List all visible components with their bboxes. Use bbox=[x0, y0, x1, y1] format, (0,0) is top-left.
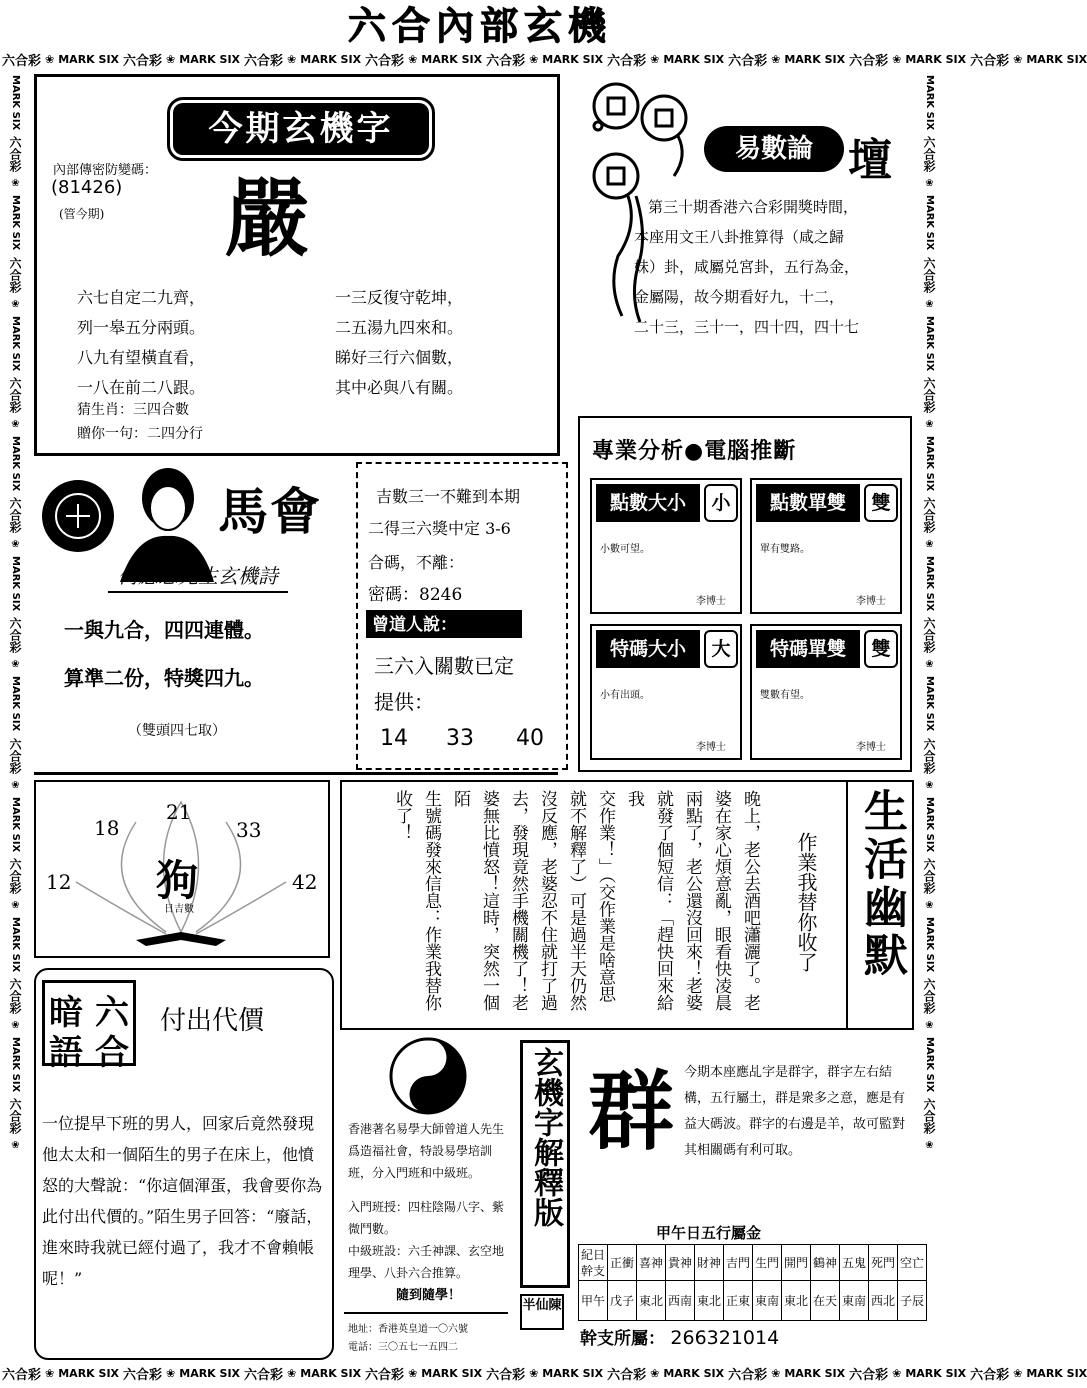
flower-icon: ❀ bbox=[924, 418, 935, 430]
humor-title bbox=[846, 782, 914, 1028]
wuxing-header-cell: 喜神 bbox=[637, 1245, 666, 1281]
secret-code: (81426) bbox=[51, 177, 123, 198]
brand-text: MARK SIX bbox=[924, 916, 935, 973]
master-phone: 電話：三〇五七一五四二 bbox=[348, 1342, 458, 1353]
dog-character: 狗 bbox=[156, 856, 199, 905]
flower-icon: ❀ bbox=[166, 52, 176, 66]
poem-right bbox=[335, 283, 463, 403]
humor-column: 婆無比憤怒！這時，突然一個陌 bbox=[450, 790, 499, 1011]
brand-text: MARK SIX bbox=[924, 676, 935, 732]
flower-icon: ❀ bbox=[924, 659, 935, 671]
flower-icon: ❀ bbox=[924, 539, 935, 551]
flower-icon: ❀ bbox=[924, 899, 935, 911]
brand-logo: 六合彩 bbox=[8, 737, 22, 774]
yishu-badge-text: 易數論 bbox=[734, 134, 813, 164]
brand-logo: 六合彩 bbox=[123, 1367, 163, 1383]
brand-text: MARK SIX bbox=[784, 52, 846, 66]
flower-icon: ❀ bbox=[892, 52, 902, 66]
brand-text: MARK SIX bbox=[1026, 52, 1087, 66]
wuxing-value-cell: 甲午 bbox=[579, 1281, 608, 1321]
card-desc: 雙數有望。 bbox=[760, 690, 810, 701]
anyu-tag-char: 暗 bbox=[49, 993, 83, 1033]
humor-column: 就發了個短信：「趕快回來給我 bbox=[624, 790, 673, 1011]
flower-icon: ❀ bbox=[650, 52, 660, 66]
analysis-card bbox=[590, 478, 742, 614]
flower-icon: ❀ bbox=[924, 1020, 935, 1032]
brand-logo: 六合彩 bbox=[728, 53, 768, 69]
card-desc: 單有雙路。 bbox=[760, 544, 810, 555]
wuxing-table-wrap bbox=[578, 1244, 927, 1321]
code-note: (管今期) bbox=[59, 207, 105, 221]
wuxing-value-cell: 東北 bbox=[637, 1281, 666, 1321]
dog-caption: 日吉數 bbox=[164, 904, 194, 915]
yishu-line: 本座用文王八卦推算得（咸之歸 bbox=[634, 228, 845, 246]
brand-text: MARK SIX bbox=[905, 52, 967, 66]
brand-logo: 六合彩 bbox=[970, 1367, 1010, 1383]
analysis-panel bbox=[578, 416, 912, 772]
jishu-panel bbox=[356, 462, 568, 770]
card-value: 小 bbox=[704, 484, 738, 522]
brand-text: MARK SIX bbox=[924, 195, 935, 251]
brand-logo: 六合彩 bbox=[922, 256, 936, 293]
wuxing-header-cell: 生門 bbox=[753, 1245, 782, 1281]
poem-line: 睇好三行六個數， bbox=[335, 348, 464, 367]
humor-column: 晚上，老公去酒吧瀟灑了。老 bbox=[740, 790, 760, 1011]
poem-line: 六七自定二九齊， bbox=[77, 288, 206, 307]
yishu-line: 妹）卦，咸屬兑宮卦，五行為金， bbox=[634, 258, 860, 276]
brand-logo: 六合彩 bbox=[728, 1367, 768, 1383]
brand-logo: 六合彩 bbox=[922, 617, 936, 654]
analysis-card bbox=[750, 624, 902, 760]
card-sign: 李博士 bbox=[856, 596, 886, 607]
brand-text: MARK SIX bbox=[924, 315, 935, 371]
poem-line: 其中必與八有關。 bbox=[335, 378, 464, 397]
jishu-highlight: 曾道人說： bbox=[366, 610, 522, 638]
brand-text: MARK SIX bbox=[10, 315, 21, 371]
wuxing-value-cell: 東北 bbox=[782, 1281, 811, 1321]
analysis-title: 專業分析●電腦推斷 bbox=[592, 439, 797, 464]
brand-logo: 六合彩 bbox=[2, 53, 42, 69]
brand-text: MARK SIX bbox=[924, 435, 935, 492]
wuxing-value-cell: 西北 bbox=[869, 1281, 898, 1321]
anyu-tag bbox=[42, 980, 136, 1073]
flower-icon: ❀ bbox=[45, 52, 55, 66]
brand-text: MARK SIX bbox=[421, 52, 483, 66]
card-desc: 小有出頭。 bbox=[600, 690, 650, 701]
brand-text: MARK SIX bbox=[663, 1366, 725, 1380]
brand-text: MARK SIX bbox=[10, 676, 21, 732]
brand-logo: 六合彩 bbox=[244, 53, 284, 69]
card-label: 特碼大小 bbox=[596, 630, 700, 668]
brand-logo: 六合彩 bbox=[8, 136, 22, 173]
humor-column: 沒反應，老婆忍不住就打了過 bbox=[537, 790, 557, 1011]
brand-text: MARK SIX bbox=[179, 52, 241, 66]
wuxing-header-cell: 死門 bbox=[869, 1245, 898, 1281]
flower-icon: ❀ bbox=[771, 52, 781, 66]
dog-number: 42 bbox=[292, 870, 318, 894]
card-label: 特碼單雙 bbox=[756, 630, 860, 668]
master-section bbox=[340, 1036, 510, 1360]
wuxing-header-cell: 正衝 bbox=[608, 1245, 637, 1281]
wuxing-header-cell bbox=[579, 1245, 608, 1281]
poem-left bbox=[77, 283, 205, 403]
brand-logo: 六合彩 bbox=[607, 53, 647, 69]
wuxing-value-cell: 子辰 bbox=[898, 1281, 927, 1321]
jiezi-stamp bbox=[520, 1294, 564, 1330]
brand-logo: 六合彩 bbox=[244, 1367, 284, 1383]
flower-icon: ❀ bbox=[287, 52, 297, 66]
taiji-icon bbox=[388, 1036, 468, 1116]
wuxing-header-cell: 五鬼 bbox=[840, 1245, 869, 1281]
brand-logo: 六合彩 bbox=[8, 978, 22, 1015]
analysis-card bbox=[750, 478, 902, 614]
master-address: 地址：香港英皇道一〇六號 bbox=[348, 1324, 468, 1335]
dog-number: 12 bbox=[46, 870, 72, 894]
yishu-section bbox=[578, 76, 914, 416]
brand-logo: 六合彩 bbox=[970, 53, 1010, 69]
flower-icon: ❀ bbox=[650, 1366, 660, 1380]
anyu-tag-char: 六 bbox=[95, 993, 129, 1033]
wuxing-header-cell: 吉門 bbox=[724, 1245, 753, 1281]
anyu-tag-char: 語 bbox=[49, 1033, 83, 1073]
brand-logo: 六合彩 bbox=[849, 53, 889, 69]
mahui-note: （雙頭四七取） bbox=[128, 723, 226, 739]
card-label: 點數單雙 bbox=[756, 484, 860, 522]
xuanji-character: 嚴 bbox=[225, 169, 310, 268]
card-label: 點數大小 bbox=[596, 484, 700, 522]
xuanji-header: 今期玄機字 bbox=[173, 103, 429, 155]
brand-logo: 六合彩 bbox=[8, 256, 22, 293]
flower-icon: ❀ bbox=[10, 779, 21, 791]
brand-text: MARK SIX bbox=[924, 75, 935, 131]
wuxing-value-cell: 在天 bbox=[811, 1281, 840, 1321]
flower-icon: ❀ bbox=[1013, 52, 1023, 66]
wuxing-header-cell: 開門 bbox=[782, 1245, 811, 1281]
humor-panel bbox=[340, 780, 914, 1030]
flower-icon: ❀ bbox=[892, 1366, 902, 1380]
card-value: 大 bbox=[704, 630, 738, 668]
zodiac-hint: 猜生肖：三四合數 bbox=[77, 402, 189, 418]
brand-logo: 六合彩 bbox=[922, 376, 936, 413]
card-desc: 小數可望。 bbox=[600, 544, 650, 555]
brand-logo: 六合彩 bbox=[922, 1098, 936, 1135]
jishu-line1: 吉數三一不難到本期 bbox=[376, 487, 521, 506]
brand-text: MARK SIX bbox=[58, 1366, 120, 1380]
left-brand-strip bbox=[4, 72, 24, 1360]
jishu-line3: 合碼，不離： bbox=[368, 553, 465, 572]
jishu-number: 40 bbox=[516, 726, 544, 751]
humor-column: 婆在家心煩意亂，眼看快凌晨 bbox=[711, 790, 731, 1011]
yishu-line: 金屬陽，故今期看好九，十二， bbox=[634, 288, 845, 306]
jishu-line4: 密碼：8246 bbox=[368, 585, 463, 605]
humor-heading: 作業我替你收了 bbox=[794, 832, 818, 972]
brand-text: MARK SIX bbox=[10, 435, 21, 492]
card-sign: 李博士 bbox=[696, 742, 726, 753]
brand-text: MARK SIX bbox=[179, 1366, 241, 1380]
flower-icon: ❀ bbox=[529, 1366, 539, 1380]
brand-logo: 六合彩 bbox=[922, 497, 936, 534]
brand-logo: 六合彩 bbox=[8, 376, 22, 413]
wuxing-value-cell: 東南 bbox=[753, 1281, 782, 1321]
brand-logo: 六合彩 bbox=[486, 1367, 526, 1383]
right-brand-strip bbox=[918, 72, 938, 1360]
jiezi-text: 今期本座應乩字是群字，群字左右結構，五行屬土，群是衆多之意，應是有益大碼波。群字的右邊是羊，故可監對其相關碼有利可取。 bbox=[684, 1065, 906, 1158]
wuxing-value-cell: 西南 bbox=[666, 1281, 695, 1321]
wuxing-header-cell: 空亡 bbox=[898, 1245, 927, 1281]
flower-icon: ❀ bbox=[1013, 1366, 1023, 1380]
flower-icon: ❀ bbox=[10, 899, 21, 911]
jiezi-character: 群 bbox=[588, 1061, 674, 1162]
dog-number: 21 bbox=[166, 800, 192, 824]
brand-text: MARK SIX bbox=[10, 75, 21, 131]
flower-icon: ❀ bbox=[924, 779, 935, 791]
jishu-line5: 三六入關數已定 bbox=[374, 654, 514, 678]
card-sign: 李博士 bbox=[696, 596, 726, 607]
gift-line: 贈你一句：二四分行 bbox=[77, 426, 203, 442]
wuxing-value-cell: 東北 bbox=[695, 1281, 724, 1321]
brand-text: MARK SIX bbox=[10, 796, 21, 852]
flower-icon: ❀ bbox=[287, 1366, 297, 1380]
brand-text: MARK SIX bbox=[542, 52, 604, 66]
flower-icon: ❀ bbox=[166, 1366, 176, 1380]
analysis-card bbox=[590, 624, 742, 760]
yishu-line: 二十三，三十一，四十四，四十七 bbox=[634, 318, 860, 336]
brand-text: MARK SIX bbox=[300, 1366, 362, 1380]
mahui-name: 馬會 bbox=[218, 483, 322, 541]
flower-icon: ❀ bbox=[10, 298, 21, 310]
flower-icon: ❀ bbox=[10, 659, 21, 671]
brand-logo: 六合彩 bbox=[123, 53, 163, 69]
brand-text: MARK SIX bbox=[1026, 1366, 1087, 1380]
humor-column: 交作業！」（交作業是啥意思 bbox=[595, 790, 615, 1003]
brand-logo: 六合彩 bbox=[8, 1098, 22, 1135]
brand-logo: 六合彩 bbox=[8, 617, 22, 654]
brand-logo: 六合彩 bbox=[922, 857, 936, 894]
wuxing-value-cell: 正東 bbox=[724, 1281, 753, 1321]
mahui-line1: 一與九合，四四連體。 bbox=[64, 618, 264, 642]
wuxing-header-cell: 鶴神 bbox=[811, 1245, 840, 1281]
brand-logo: 六合彩 bbox=[486, 53, 526, 69]
flower-icon: ❀ bbox=[10, 539, 21, 551]
brand-text: MARK SIX bbox=[10, 556, 21, 612]
ganzhi-value: 266321014 bbox=[670, 1327, 780, 1349]
jishu-number: 14 bbox=[380, 726, 408, 751]
anyu-panel bbox=[34, 968, 334, 1360]
jiezi-stamp-text: 半仙陳 bbox=[522, 1298, 562, 1313]
brand-text: MARK SIX bbox=[784, 1366, 846, 1380]
jishu-line6: 提供： bbox=[374, 690, 434, 714]
flower-icon: ❀ bbox=[10, 178, 21, 190]
jishu-number: 33 bbox=[446, 726, 474, 751]
anyu-text: 一位提早下班的男人，回家后竟然發現他太太和一個陌生的男子在床上，他憤怒的大聲說：“你這個渾蛋，我會要你為此付出代價的。”陌生男子回答：“廢話，進來時我就已經付過了，我才不會賴帳呢！” bbox=[42, 1114, 323, 1288]
ganzhi-label: 幹支所屬： bbox=[580, 1329, 665, 1349]
poem-line: 列一皋五分兩頭。 bbox=[77, 318, 206, 337]
master-text3: 中級班設：六壬神課、玄空地理學、八卦六合推算。 bbox=[348, 1244, 505, 1280]
yishu-text bbox=[618, 192, 914, 342]
wuxing-header-cell: 財神 bbox=[695, 1245, 724, 1281]
flower-icon: ❀ bbox=[924, 178, 935, 190]
ganzhi-row bbox=[580, 1324, 779, 1349]
brand-logo: 六合彩 bbox=[922, 737, 936, 774]
yishu-badge-char: 壇 bbox=[848, 135, 892, 186]
master-divider bbox=[344, 1312, 508, 1314]
yishu-badge bbox=[704, 126, 844, 172]
wuxing-value-cell: 東南 bbox=[840, 1281, 869, 1321]
poem-line: 一三反復守乾坤， bbox=[335, 288, 464, 307]
brand-logo: 六合彩 bbox=[2, 1367, 42, 1383]
brand-text: MARK SIX bbox=[542, 1366, 604, 1380]
poem-line: 一八在前二八跟。 bbox=[77, 378, 206, 397]
yishu-line: 第三十期香港六合彩開獎時間， bbox=[648, 198, 859, 216]
card-value: 雙 bbox=[864, 484, 898, 522]
card-value: 雙 bbox=[864, 630, 898, 668]
humor-column: 就不解釋了）可是過半天仍然 bbox=[566, 790, 586, 1011]
brand-logo: 六合彩 bbox=[8, 497, 22, 534]
humor-column: 生號碼發來信息：作業我替你 bbox=[421, 790, 441, 1011]
jiezi-banner-text: 玄機字解釋版 bbox=[528, 1047, 563, 1227]
flower-icon: ❀ bbox=[408, 52, 418, 66]
top-brand-strip bbox=[0, 48, 1087, 70]
code-label: 內部傳密防變碼： bbox=[53, 163, 158, 178]
humor-columns bbox=[392, 790, 764, 1026]
brand-text: MARK SIX bbox=[663, 52, 725, 66]
flower-icon: ❀ bbox=[10, 1140, 21, 1152]
poem-line: 八九有望橫直看， bbox=[77, 348, 206, 367]
humor-title-text: 生活幽默 bbox=[856, 788, 907, 980]
humor-column: 收了！ bbox=[392, 790, 412, 841]
brand-text: MARK SIX bbox=[58, 52, 120, 66]
flower-icon: ❀ bbox=[10, 418, 21, 430]
xuanji-panel bbox=[34, 74, 560, 456]
bottom-brand-strip bbox=[0, 1362, 1087, 1384]
flower-icon: ❀ bbox=[45, 1366, 55, 1380]
wuxing-table bbox=[578, 1244, 927, 1321]
divider bbox=[34, 772, 558, 775]
brand-text: MARK SIX bbox=[905, 1366, 967, 1380]
mahui-section bbox=[34, 462, 344, 772]
brand-logo: 六合彩 bbox=[365, 53, 405, 69]
dog-number: 33 bbox=[236, 818, 262, 842]
dog-panel bbox=[34, 780, 330, 958]
wuxing-header-text: 幹支 bbox=[580, 1263, 605, 1278]
brand-logo: 六合彩 bbox=[849, 1367, 889, 1383]
flower-icon: ❀ bbox=[924, 298, 935, 310]
brand-logo: 六合彩 bbox=[607, 1367, 647, 1383]
jiezi-banner bbox=[520, 1040, 570, 1288]
brand-logo: 六合彩 bbox=[922, 978, 936, 1015]
wuxing-title: 甲午日五行屬金 bbox=[656, 1224, 762, 1242]
masthead-title: 六合內部玄機 bbox=[347, 4, 612, 48]
humor-column: 兩點了，老公還沒回來！老婆 bbox=[682, 790, 702, 1011]
flower-icon: ❀ bbox=[924, 1140, 935, 1152]
brand-text: MARK SIX bbox=[300, 52, 362, 66]
poem-line: 二五湯九四來和。 bbox=[335, 318, 464, 337]
wuxing-header-text: 紀日 bbox=[580, 1247, 605, 1262]
brand-text: MARK SIX bbox=[10, 195, 21, 251]
brand-text: MARK SIX bbox=[10, 916, 21, 973]
brand-text: MARK SIX bbox=[924, 796, 935, 852]
anyu-tag-char: 合 bbox=[95, 1033, 129, 1073]
brand-text: MARK SIX bbox=[924, 1037, 935, 1093]
wuxing-value-cell: 戊子 bbox=[608, 1281, 637, 1321]
dog-number: 18 bbox=[94, 816, 120, 840]
master-text4: 隨到隨學！ bbox=[396, 1288, 462, 1303]
flower-icon: ❀ bbox=[529, 52, 539, 66]
wuxing-header-cell: 貴神 bbox=[666, 1245, 695, 1281]
brand-logo: 六合彩 bbox=[8, 857, 22, 894]
anyu-title: 付出代價 bbox=[160, 1006, 265, 1036]
jishu-line2: 二得三六獎中定 3-6 bbox=[368, 519, 511, 538]
master-text2: 入門班授：四柱陰陽八字、紫微鬥數。 bbox=[348, 1200, 505, 1236]
brand-text: MARK SIX bbox=[924, 556, 935, 612]
flower-icon: ❀ bbox=[10, 1020, 21, 1032]
brand-logo: 六合彩 bbox=[922, 136, 936, 173]
brand-text: MARK SIX bbox=[421, 1366, 483, 1380]
mahui-line2: 算準二份，特獎四九。 bbox=[64, 666, 264, 690]
mahui-subtitle: 何應忠先生玄機詩 bbox=[108, 560, 288, 593]
master-text1: 香港著名易學大師曾道人先生爲造福社會，特設易學培訓班，分入門班和中級班。 bbox=[348, 1122, 505, 1180]
flower-icon: ❀ bbox=[771, 1366, 781, 1380]
flower-icon: ❀ bbox=[408, 1366, 418, 1380]
brand-logo: 六合彩 bbox=[365, 1367, 405, 1383]
humor-column: 去，發現竟然手機關機了！老 bbox=[508, 790, 528, 1011]
brand-text: MARK SIX bbox=[10, 1037, 21, 1093]
card-sign: 李博士 bbox=[856, 742, 886, 753]
